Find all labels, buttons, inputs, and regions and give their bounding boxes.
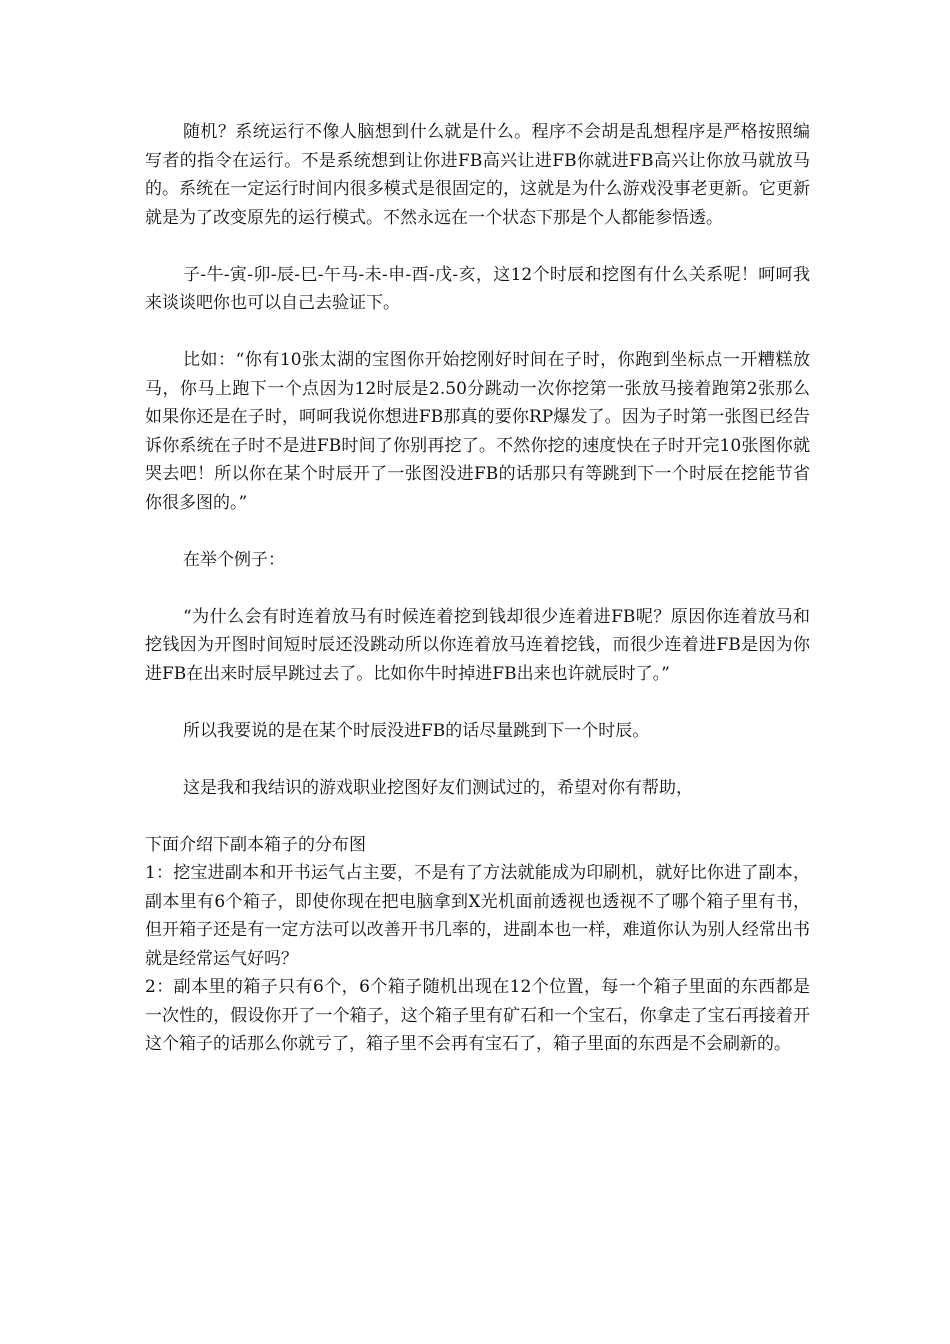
list-item-1: 1：挖宝进副本和开书运气占主要，不是有了方法就能成为印刷机，就好比你进了副本，副本里有6个箱子，即使你现在把电脑拿到X光机面前透视也透视不了哪个箱子里有书，但开箱子还是有一定方法可以改善开书几率的，进副本也一样，难道你认为别人经常出书就是经常运气好吗？ <box>145 863 810 969</box>
document-page <box>145 118 810 1059</box>
section-title-dungeon-boxes: 下面介绍下副本箱子的分布图 <box>145 834 366 855</box>
paragraph-example-one: 比如：“你有10张太湖的宝图你开始挖刚好时间在子时，你跑到坐标点一开糟糕放马，你马上跑下一个点因为12时辰是2.50分跳动一次你挖第一张放马接着跑第2张那么如果你还是在子时，呵呵我说你想进FB那真的要你RP爆发了。因为子时第一张图已经告诉你系统在子时不是进FB时间了你别再挖了。不然你挖的速度快在子时开完10张图你就哭去吧！所以你在某个时辰开了一张图没进FB的话那只有等跳到下一个时辰在挖能节省你很多图的。” <box>145 350 810 513</box>
paragraph-conclusion: 所以我要说的是在某个时辰没进FB的话尽量跳到下一个时辰。 <box>183 720 650 741</box>
paragraph-random-system: 随机？系统运行不像人脑想到什么就是什么。程序不会胡是乱想程序是严格按照编写者的指令在运行。不是系统想到让你进FB高兴让进FB你就进FB高兴让你放马就放马的。系统在一定运行时间内很多模式是很固定的，这就是为什么游戏没事老更新。它更新就是为了改变原先的运行模式。不然永远在一个状态下那是个人都能参悟透。 <box>145 122 810 228</box>
paragraph-twelve-hours: 子-牛-寅-卯-辰-巳-午马-未-申-酉-戊-亥，这12个时辰和挖图有什么关系呢！呵呵我来谈谈吧你也可以自己去验证下。 <box>145 264 810 313</box>
list-item-2: 2：副本里的箱子只有6个，6个箱子随机出现在12个位置，每一个箱子里面的东西都是一次性的，假设你开了一个箱子，这个箱子里有矿石和一个宝石，你拿走了宝石再接着开这个箱子的话那么你就亏了，箱子里不会再有宝石了，箱子里面的东西是不会刷新的。 <box>145 977 810 1054</box>
paragraph-example-two: “为什么会有时连着放马有时候连着挖到钱却很少连着进FB呢？原因你连着放马和挖钱因为开图时间短时辰还没跳动所以你连着放马连着挖钱，而很少连着进FB是因为你进FB在出来时辰早跳过去了。比如你牛时掉进FB出来也许就辰时了。” <box>145 606 810 684</box>
paragraph-tested: 这是我和我结识的游戏职业挖图好友们测试过的，希望对你有帮助， <box>183 777 693 798</box>
paragraph-another-example: 在举个例子： <box>183 549 285 570</box>
